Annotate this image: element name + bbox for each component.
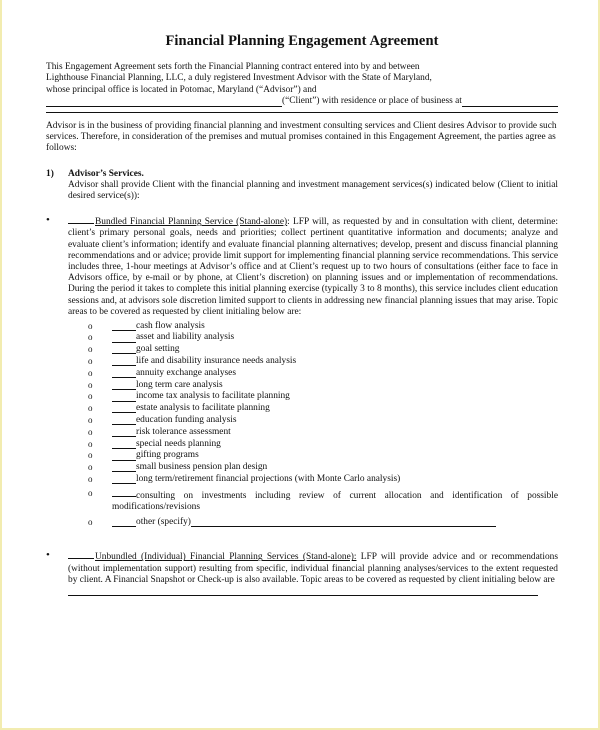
client-address-blank[interactable] bbox=[462, 97, 558, 107]
topic-item: o education funding analysis bbox=[68, 414, 558, 426]
topic-item: o annuity exchange analyses bbox=[68, 367, 558, 379]
unbundled-bullet: • bbox=[46, 549, 50, 562]
unbundled-body: LFP will provide advice and or recommendations (without implementation support) resulting from specific, individual financial planning analyses/services to the extent requested by client. A Financial Snapshot or Check-up is also available. Topic areas to be covered as requested by client initialing below are bbox=[68, 552, 559, 585]
topic-marker: o bbox=[88, 332, 93, 343]
topic-marker: o bbox=[88, 462, 93, 473]
section-1-heading bbox=[46, 169, 558, 180]
topic-initial-blank[interactable] bbox=[112, 428, 136, 437]
topic-marker: o bbox=[88, 426, 93, 437]
bundled-service-block bbox=[46, 215, 558, 528]
other-specify-blank[interactable] bbox=[191, 517, 496, 527]
topic-marker: o bbox=[88, 320, 93, 331]
topic-initial-blank[interactable] bbox=[112, 357, 136, 366]
topic-marker: o bbox=[88, 391, 93, 402]
bundled-bullet: • bbox=[46, 214, 50, 227]
topic-initial-blank[interactable] bbox=[112, 518, 136, 527]
topic-marker: o bbox=[88, 379, 93, 390]
topic-marker: o bbox=[88, 403, 93, 414]
document-title: Financial Planning Engagement Agreement bbox=[165, 33, 439, 49]
topic-item: o small business pension plan design bbox=[68, 462, 558, 474]
topic-initial-blank[interactable] bbox=[112, 393, 136, 402]
topic-initial-blank[interactable] bbox=[112, 463, 136, 472]
topic-initial-blank[interactable] bbox=[112, 404, 136, 413]
topic-initial-blank[interactable] bbox=[112, 440, 136, 449]
topic-initial-blank[interactable] bbox=[112, 488, 136, 497]
topic-marker: o bbox=[88, 367, 93, 378]
topic-marker: o bbox=[88, 450, 93, 461]
unbundled-heading: Unbundled (Individual) Financial Planning Services (Stand-alone): bbox=[95, 552, 357, 563]
section-1-body: Advisor shall provide Client with the financial planning and investment management services(s) indicated below (Client to initial desired service(s)): bbox=[68, 179, 558, 202]
topic-item: o consulting on investments including review of current allocation and identification of possible modifications/revisions bbox=[68, 488, 558, 513]
topic-item: o estate analysis to facilitate planning bbox=[68, 403, 558, 415]
intro-paragraph bbox=[46, 62, 558, 113]
topic-item: o long term care analysis bbox=[68, 379, 558, 391]
topic-initial-blank[interactable] bbox=[112, 345, 136, 354]
topic-marker: o bbox=[88, 517, 93, 528]
topic-item: o asset and liability analysis bbox=[68, 332, 558, 344]
section-1-title: Advisor’s Services. bbox=[68, 168, 144, 179]
topic-marker: o bbox=[88, 415, 93, 426]
agreement-document bbox=[46, 33, 559, 596]
bundled-heading: Bundled Financial Planning Service (Stand-alone) bbox=[95, 217, 288, 228]
bundled-initial-blank[interactable] bbox=[68, 215, 94, 224]
topic-marker: o bbox=[88, 438, 93, 449]
topic-initial-blank[interactable] bbox=[112, 322, 136, 331]
unbundled-initial-blank[interactable] bbox=[68, 550, 94, 559]
topic-item: o other (specify) bbox=[68, 517, 558, 529]
topic-item: o risk tolerance assessment bbox=[68, 426, 558, 438]
topic-item: o income tax analysis to facilitate planning bbox=[68, 391, 558, 403]
client-label: (“Client”) with residence or place of business at bbox=[282, 95, 462, 106]
topic-item: o long term/retirement financial projections (with Monte Carlo analysis) bbox=[68, 473, 558, 485]
topic-initial-blank[interactable] bbox=[112, 475, 136, 484]
topic-marker: o bbox=[88, 474, 93, 485]
client-address-blank-2[interactable] bbox=[46, 112, 558, 113]
intro-line-3: whose principal office is located in Potomac, Maryland (“Advisor”) and bbox=[46, 84, 317, 95]
topic-initial-blank[interactable] bbox=[112, 452, 136, 461]
topic-item: o cash flow analysis bbox=[68, 320, 558, 332]
topic-item: o life and disability insurance needs analysis bbox=[68, 355, 558, 367]
intro-line-1: This Engagement Agreement sets forth the Financial Planning contract entered into by and between bbox=[46, 62, 420, 73]
topic-marker: o bbox=[88, 344, 93, 355]
preamble-paragraph: Advisor is in the business of providing financial planning and investment consulting services and Client desires Advisor to provide such services. Therefore, in consideration of the premises and mutual promises contained in this Engagement Agreement, the parties agree as follows: bbox=[46, 121, 557, 154]
topic-initial-blank[interactable] bbox=[112, 416, 136, 425]
unbundled-service-block bbox=[46, 550, 558, 596]
client-name-row bbox=[46, 96, 558, 107]
topic-marker: o bbox=[88, 488, 93, 499]
unbundled-topics-blank[interactable] bbox=[68, 595, 538, 596]
topic-marker: o bbox=[88, 356, 93, 367]
section-1-number: 1) bbox=[46, 168, 54, 179]
topic-item: o gifting programs bbox=[68, 450, 558, 462]
bundled-topic-list bbox=[68, 320, 558, 528]
topic-initial-blank[interactable] bbox=[112, 369, 136, 378]
client-name-blank[interactable] bbox=[46, 97, 282, 107]
topic-item: o special needs planning bbox=[68, 438, 558, 450]
topic-item: o goal setting bbox=[68, 344, 558, 356]
bundled-body: : LFP will, as requested by and in consultation with client, determine: client’s primary personal goals, needs and priorities; collect pertinent quantitative information and documents; analyze and evaluate client’s information; identify and evaluate financial planning alternatives; develop, present and discuss financial planning recommendations and or advice; provide limit support for implementing financial planning service recommendations. This service includes three, 1-hour meetings at Advisor’s office and at Client’s request up to two hours of consultations (either face to face in Advisors office, by e-mail or by phone, at Client’s discretion) on planning issues and or implementation of recommendations. During the period it takes to complete this initial planning exercise (typically 3 to 8 months), this service includes client education sessions and, at advisors sole discretion limited support to clients in addressing new financial planning issues that may arise. Topic areas to be covered as requested by client initialing below are: bbox=[68, 217, 558, 317]
topic-initial-blank[interactable] bbox=[112, 381, 136, 390]
intro-line-2: Lighthouse Financial Planning, LLC, a duly registered Investment Advisor with the State of Maryland, bbox=[46, 73, 432, 84]
topic-initial-blank[interactable] bbox=[112, 334, 136, 343]
